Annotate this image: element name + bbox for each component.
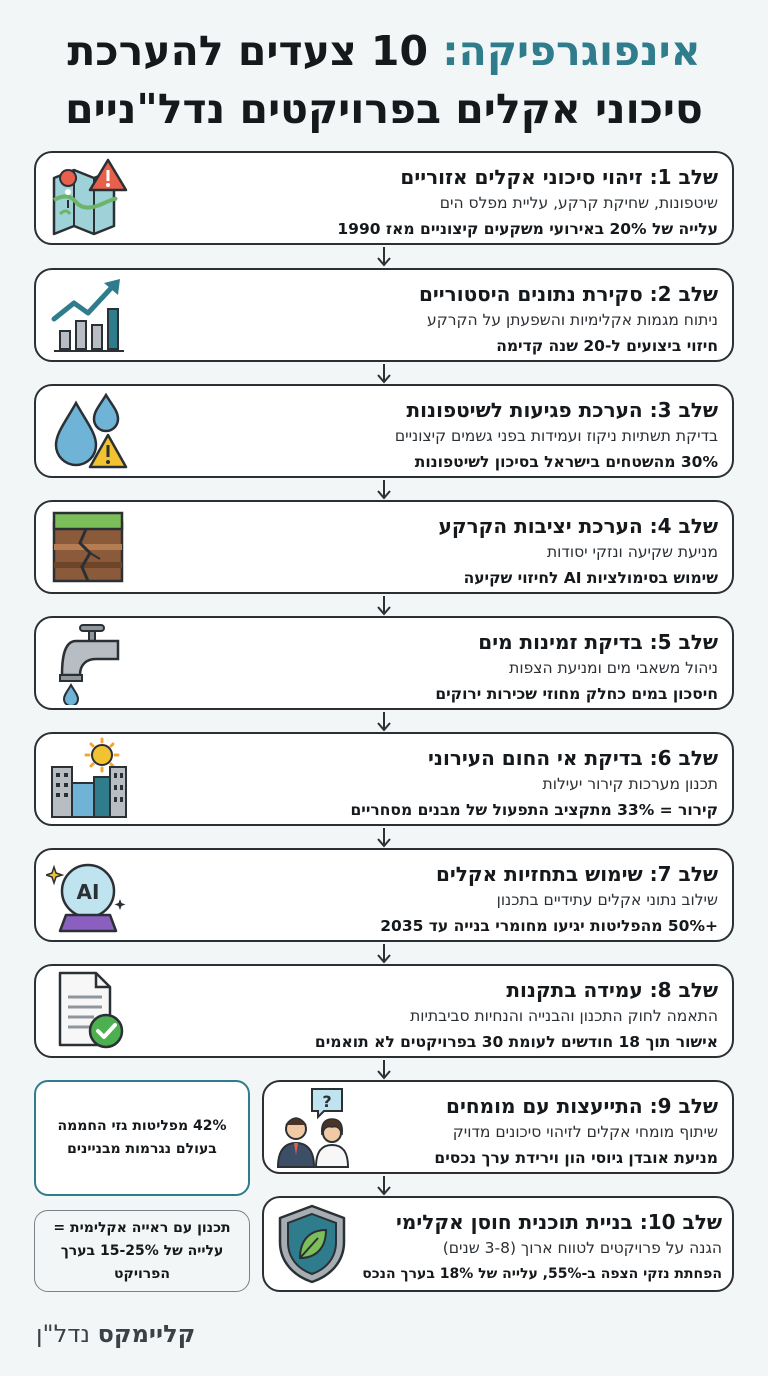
page-title (20, 22, 748, 138)
step-description: ניתוח מגמות אקלימיות והשפעתן על הקרקע (427, 311, 718, 329)
step-description: שילוב נתוני אקלים עתידיים בתכנון (496, 891, 718, 909)
step-card-5 (34, 616, 734, 710)
brand-suffix: נדל"ן (36, 1320, 90, 1348)
experts-question-icon (270, 1085, 354, 1169)
document-check-icon (46, 969, 130, 1053)
step-description: מניעת שקיעה ונזקי יסודות (546, 543, 718, 561)
flow-arrow (377, 828, 391, 848)
step-title: שלב 6: בדיקת אי החום העירוני (428, 746, 718, 770)
step-description: שיטפונות, שחיקת קרקע, עליית מפלס הים (439, 194, 718, 212)
flow-arrow (377, 480, 391, 500)
map-warning-icon (46, 156, 130, 240)
step-stat: קירור = 33% מתקציב התפעול של מבנים מסחריים (350, 801, 718, 819)
flow-arrow (377, 596, 391, 616)
step-title: שלב 7: שימוש בתחזיות אקלים (435, 862, 718, 886)
title-line-1-text: 10 צעדים להערכת (67, 27, 443, 75)
water-drops-warning-icon (46, 389, 130, 473)
step-title: שלב 10: בניית תוכנית חוסן אקלימי (396, 1210, 722, 1234)
step-description: תכנון מערכות קירור יעילות (542, 775, 718, 793)
step-stat: הפחתת נזקי הצפה ב-55%, עלייה של 18% בערך הנכס (362, 1266, 722, 1282)
step-title: שלב 1: זיהוי סיכוני אקלים אזוריים (400, 165, 718, 189)
growth-chart-icon (46, 273, 130, 357)
step-stat: שימוש בסימולציות AI לחיזוי שקיעה (463, 569, 718, 587)
step-stat: עלייה של 20% באירועי משקעים קיצוניים מאז 1990 (337, 220, 718, 238)
step-card-2 (34, 268, 734, 362)
title-accent: אינפוגרפיקה: (442, 27, 701, 75)
step-card-3 (34, 384, 734, 478)
flow-arrow (377, 1176, 391, 1196)
step-description: שיתוף מומחי אקלים לזיהוי סיכונים מדויק (452, 1123, 718, 1141)
step-title: שלב 2: סקירת נתונים היסטוריים (418, 282, 718, 306)
step-card-4 (34, 500, 734, 594)
svg-text:?: ? (322, 1092, 332, 1111)
step-stat: חיזוי ביצועים ל-20 שנה קדימה (496, 337, 718, 355)
step-description: הגנה על פרויקטים לטווח ארוך (3-8 שנים) (442, 1239, 722, 1257)
flow-arrow (377, 247, 391, 267)
flow-arrow (377, 364, 391, 384)
step-stat: 30% מהשטחים בישראל בסיכון לשיטפונות (414, 453, 718, 471)
step-title: שלב 9: התייעצות עם מומחים (446, 1094, 718, 1118)
step-description: התאמה לחוק התכנון והבנייה והנחיות סביבתיות (410, 1007, 718, 1025)
side-note-value: תכנון עם ראייה אקלימית = עלייה של 15-25% בערך הפרויקט (34, 1210, 250, 1292)
flow-arrow (377, 712, 391, 732)
side-note-emissions: 42% מפליטות גזי החממה בעולם נגרמות מבניינים (34, 1080, 250, 1196)
step-stat: אישור תוך 18 חודשים לעומת 30 בפרויקטים לא תואמים (314, 1033, 718, 1051)
flow-arrow (377, 1060, 391, 1080)
step-card-10 (262, 1196, 734, 1292)
cracked-soil-icon (46, 505, 130, 589)
step-title: שלב 3: הערכת פגיעות לשיטפונות (406, 398, 718, 422)
step-title: שלב 5: בדיקת זמינות מים (478, 630, 718, 654)
svg-text:AI: AI (76, 880, 100, 904)
title-line-1 (20, 22, 748, 80)
water-tap-icon (46, 621, 130, 705)
step-card-7 (34, 848, 734, 942)
step-card-8 (34, 964, 734, 1058)
shield-leaf-icon (270, 1202, 354, 1286)
step-title: שלב 8: עמידה בתקנות (506, 978, 718, 1002)
step-stat: חיסכון במים כחלק מחוזי שכירות ירוקים (435, 685, 718, 703)
step-card-1 (34, 151, 734, 245)
step-title: שלב 4: הערכת יציבות הקרקע (438, 514, 718, 538)
title-line-2: סיכוני אקלים בפרויקטים נדל"ניים (65, 85, 703, 133)
step-stat: מניעת אובדן גיוסי הון וירידת ערך נכסים (434, 1149, 718, 1167)
step-card-6 (34, 732, 734, 826)
flow-arrow (377, 944, 391, 964)
step-description: בדיקת תשתיות ניקוז ועמידות בפני גשמים קיצוניים (394, 427, 718, 445)
step-stat: +50% מהפליטות יגיעו מחומרי בנייה עד 2035 (380, 917, 718, 935)
step-card-9 (262, 1080, 734, 1174)
brand-logo (36, 1320, 195, 1348)
city-sun-icon (46, 737, 130, 821)
step-description: ניהול משאבי מים ומניעת הצפות (509, 659, 718, 677)
brand-name: קליימקס (97, 1320, 196, 1348)
ai-crystal-ball-icon (46, 853, 130, 937)
